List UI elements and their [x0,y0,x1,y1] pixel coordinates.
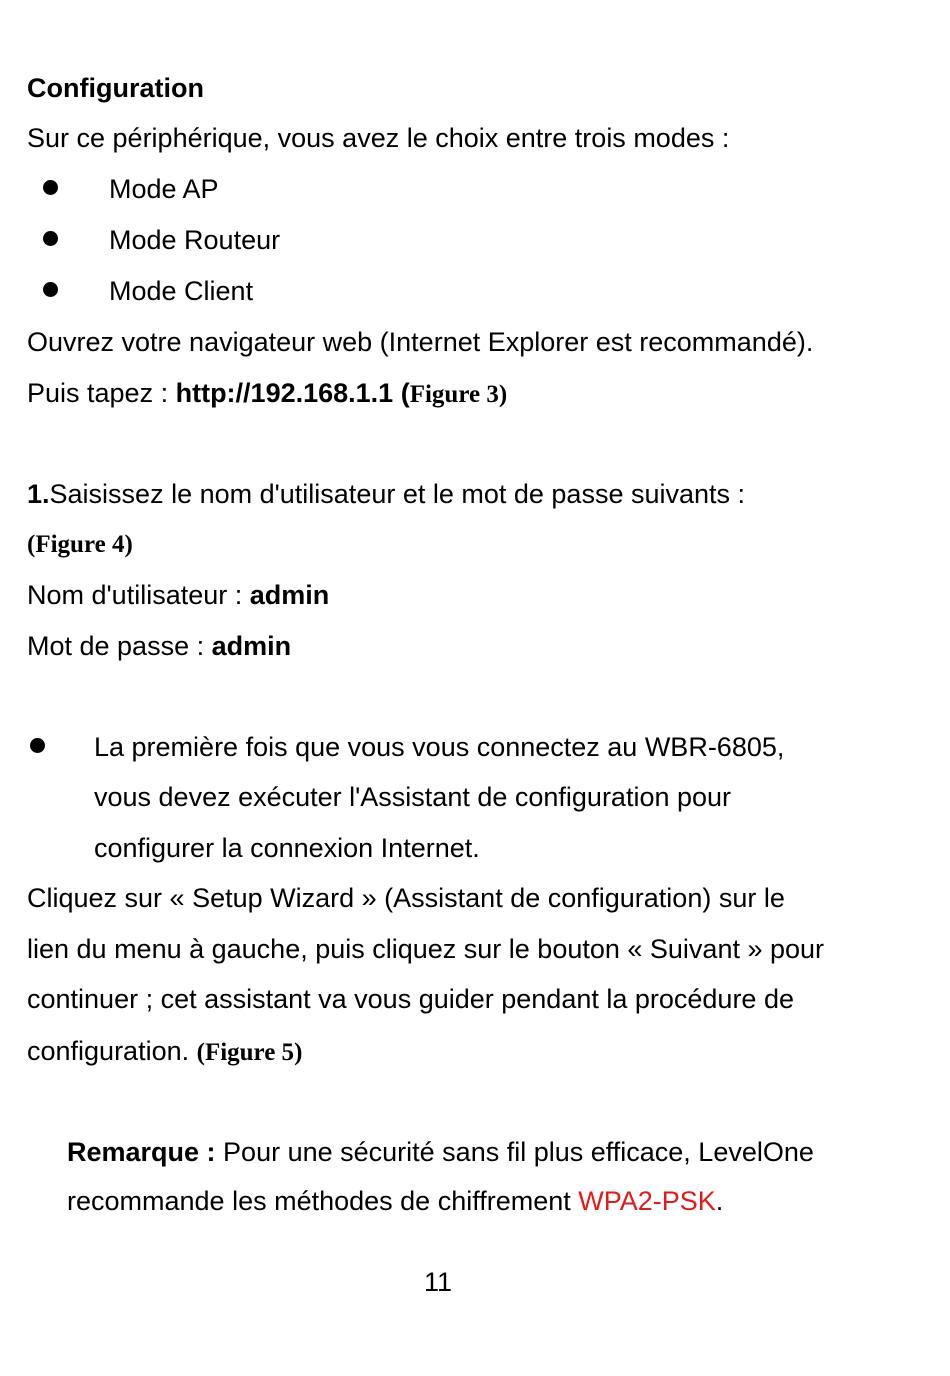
bullet-icon [43,180,58,195]
step-1-text: Saisissez le nom d'utilisateur et le mot de passe suivants : [49,479,746,509]
list-item-mode-routeur: Mode Routeur [109,225,281,255]
bullet-icon [43,231,58,246]
type-prefix: Puis tapez : [27,378,176,408]
figure-3-ref: Figure 3 [409,381,499,408]
wizard-line-1: Cliquez sur « Setup Wizard » (Assistant de configuration) sur le [27,883,785,913]
page-title: Configuration [27,73,204,103]
note-bullet-line-1: La première fois que vous vous connectez au WBR-6805, [94,732,785,762]
figure-4-ref: Figure 4 [35,531,125,558]
fig4-close: ) [124,531,133,558]
fig4-open: ( [27,531,36,558]
password-label: Mot de passe : [27,631,212,661]
username-value: admin [249,580,330,610]
wizard-line-4 [27,1034,302,1070]
password-value: admin [211,631,292,661]
remark-text-2: recommande les méthodes de chiffrement [67,1186,579,1216]
figure-5-ref: Figure 5 [204,1039,295,1066]
type-url-line [27,376,507,412]
remark-line-1 [67,1135,814,1169]
bullet-icon [30,738,45,753]
page-number: 11 [423,1267,453,1297]
note-bullet-line-2: vous devez exécuter l'Assistant de configuration pour [94,782,732,812]
wpa2-psk-highlight: WPA2-PSK [578,1186,716,1216]
username-label: Nom d'utilisateur : [27,580,250,610]
fig3-close: ) [498,381,508,408]
fig5-close: ) [294,1039,303,1066]
router-url: http://192.168.1.1 [175,378,394,408]
remark-line-2 [67,1184,723,1218]
username-line [27,578,329,612]
step-1 [27,477,745,511]
remark-text-1: Pour une sécurité sans fil plus efficace, LevelOne [223,1137,814,1167]
wizard-line-2: lien du menu à gauche, puis cliquez sur le bouton « Suivant » pour [27,934,825,964]
fig5-open: ( [196,1039,205,1066]
bullet-icon [43,282,58,297]
figure-4-line [27,528,133,562]
remark-label: Remarque : [67,1137,224,1167]
list-item-mode-ap: Mode AP [109,174,219,204]
list-item-mode-client: Mode Client [109,276,254,306]
intro-text: Sur ce périphérique, vous avez le choix entre trois modes : [27,123,730,153]
wizard-line-3: continuer ; cet assistant va vous guider pendant la procédure de [27,984,794,1014]
step-number: 1. [27,479,50,509]
open-browser-text: Ouvrez votre navigateur web (Internet Explorer est recommandé). [27,327,814,357]
password-line [27,629,291,663]
remark-period: . [715,1186,724,1216]
wizard-line-4-text: configuration. [27,1036,197,1066]
note-bullet-line-3: configurer la connexion Internet. [94,833,480,863]
fig3-open: ( [393,378,410,408]
